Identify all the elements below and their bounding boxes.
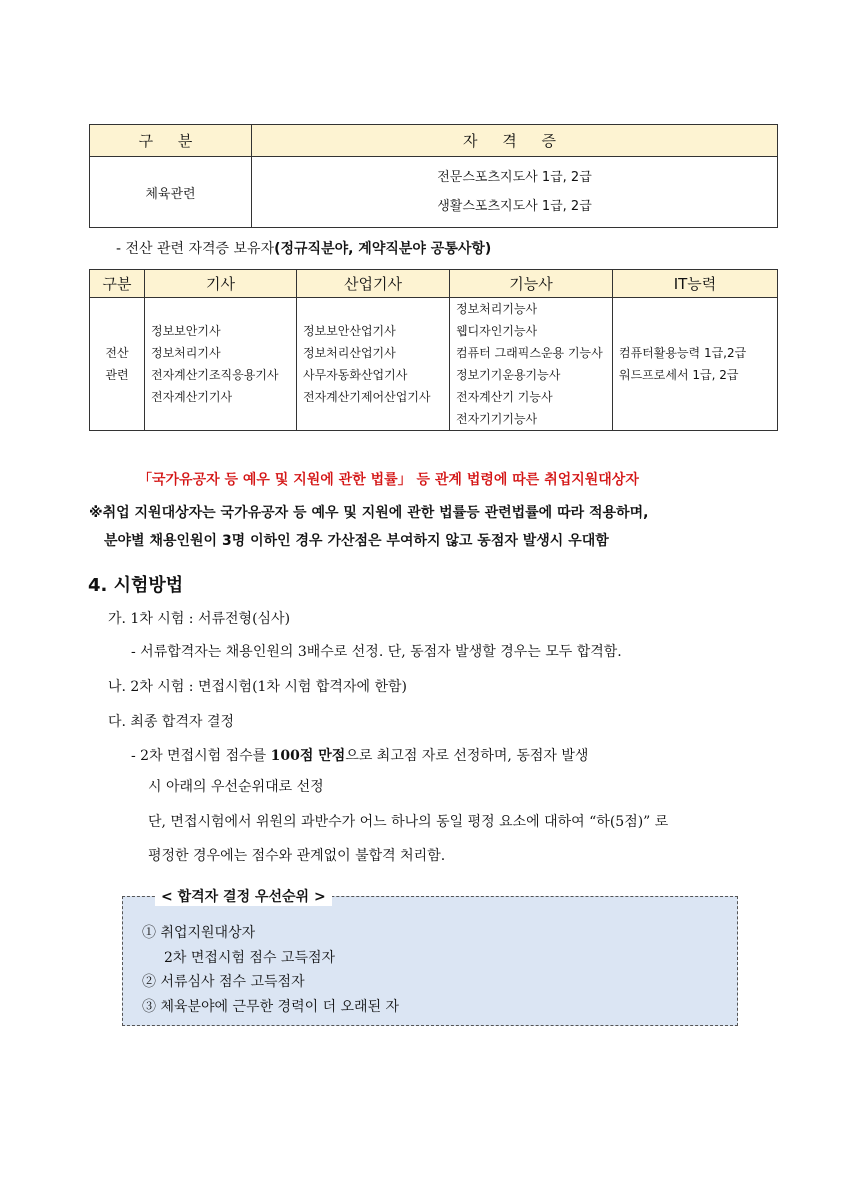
list-item: 전자계산기제어산업기사 bbox=[303, 390, 431, 404]
list-item: 컴퓨터활용능력 1급,2급 bbox=[619, 346, 747, 360]
row-category: 체육관련 bbox=[90, 157, 252, 228]
it-note-suffix: (정규직분야, 계약직분야 공통사항) bbox=[274, 241, 492, 257]
employment-support-title: 「국가유공자 등 예우 및 지원에 관한 법률」 등 관계 법령에 따른 취업지원대상자 bbox=[138, 472, 639, 488]
table-row bbox=[90, 157, 778, 228]
it-note-prefix: - 전산 관련 자격증 보유자 bbox=[116, 241, 275, 257]
table-header-row bbox=[90, 125, 778, 157]
list-item: 워드프로세서 1급, 2급 bbox=[619, 368, 739, 382]
cert-item: 생활스포츠지도사 1급, 2급 bbox=[437, 199, 592, 214]
cert-item: 전문스포츠지도사 1급, 2급 bbox=[437, 170, 592, 185]
category-line: 관련 bbox=[105, 368, 129, 382]
exam-step-c: 다. 최종 합격자 결정 bbox=[108, 714, 234, 730]
exam-step-b: 나. 2차 시험 : 면접시험(1차 시험 합격자에 한함) bbox=[108, 679, 407, 695]
list-item: 전자계산기기사 bbox=[151, 390, 233, 404]
sports-cert-table bbox=[89, 124, 778, 228]
exam-step-c-detail-4: 평정한 경우에는 점수와 관계없이 불합격 처리함. bbox=[148, 848, 446, 864]
detail-text: 으로 최고점 자로 선정하며, 동점자 발생 bbox=[345, 748, 589, 764]
exam-step-a-detail: - 서류합격자는 채용인원의 3배수로 선정. 단, 동점자 발생할 경우는 모두 합격함. bbox=[131, 644, 622, 660]
it-cert-note bbox=[116, 238, 491, 258]
header-cell: 기능사 bbox=[450, 270, 613, 298]
category-line: 전산 bbox=[105, 346, 129, 360]
employment-support-note-1: ※취업 지원대상자는 국가유공자 등 예우 및 지원에 관한 법률등 관련법률에 따라 적용하며, bbox=[89, 505, 649, 521]
priority-item: ② 서류심사 점수 고득점자 bbox=[142, 974, 305, 990]
exam-step-c-detail-1 bbox=[131, 745, 588, 765]
table-row bbox=[90, 298, 778, 431]
exam-step-c-detail-2: 시 아래의 우선순위대로 선정 bbox=[148, 779, 324, 795]
list-item: 컴퓨터 그래픽스운용 기능사 bbox=[456, 346, 603, 360]
detail-text: - 2차 면접시험 점수를 bbox=[131, 748, 271, 764]
exam-step-c-detail-3: 단, 면접시험에서 위원의 과반수가 어느 하나의 동일 평정 요소에 대하여 “하(5점)” 로 bbox=[148, 814, 669, 830]
list-item: 전자기기기능사 bbox=[456, 412, 538, 426]
priority-item: 2차 면접시험 점수 고득점자 bbox=[164, 950, 336, 966]
list-item: 정보보안기사 bbox=[151, 324, 221, 338]
table-header-row bbox=[90, 270, 778, 298]
exam-step-a: 가. 1차 시험 : 서류전형(심사) bbox=[108, 611, 291, 627]
list-item: 정보처리기사 bbox=[151, 346, 221, 360]
it-ability-list bbox=[613, 298, 778, 431]
list-item: 정보기기운용기능사 bbox=[456, 368, 561, 382]
header-category: 구 분 bbox=[90, 125, 252, 157]
row-category bbox=[90, 298, 145, 431]
list-item: 정보처리산업기사 bbox=[303, 346, 396, 360]
craftsman-list bbox=[450, 298, 613, 431]
section-title: 4. 시험방법 bbox=[88, 575, 184, 596]
list-item: 전자계산기 기능사 bbox=[456, 390, 553, 404]
it-cert-table bbox=[89, 269, 778, 431]
list-item: 사무자동화산업기사 bbox=[303, 368, 408, 382]
list-item: 전자계산기조직응용기사 bbox=[151, 368, 279, 382]
header-cell: 산업기사 bbox=[297, 270, 450, 298]
engineer-list bbox=[145, 298, 297, 431]
priority-box-title: < 합격자 결정 우선순위 > bbox=[155, 886, 332, 906]
employment-support-note-2: 분야별 채용인원이 3명 이하인 경우 가산점은 부여하지 않고 동점자 발생시 우대함 bbox=[104, 533, 609, 549]
list-item: 정보보안산업기사 bbox=[303, 324, 396, 338]
header-cell: 기사 bbox=[145, 270, 297, 298]
priority-item: ③ 체육분야에 근무한 경력이 더 오래된 자 bbox=[142, 999, 400, 1015]
header-cert: 자 격 증 bbox=[252, 125, 778, 157]
header-cell: IT능력 bbox=[613, 270, 778, 298]
detail-bold: 100점 만점 bbox=[270, 748, 346, 764]
header-cell: 구분 bbox=[90, 270, 145, 298]
priority-item: ① 취업지원대상자 bbox=[142, 925, 256, 941]
list-item: 웹디자인기능사 bbox=[456, 324, 538, 338]
industrial-engineer-list bbox=[297, 298, 450, 431]
list-item: 정보처리기능사 bbox=[456, 302, 538, 316]
row-certs bbox=[252, 157, 778, 228]
